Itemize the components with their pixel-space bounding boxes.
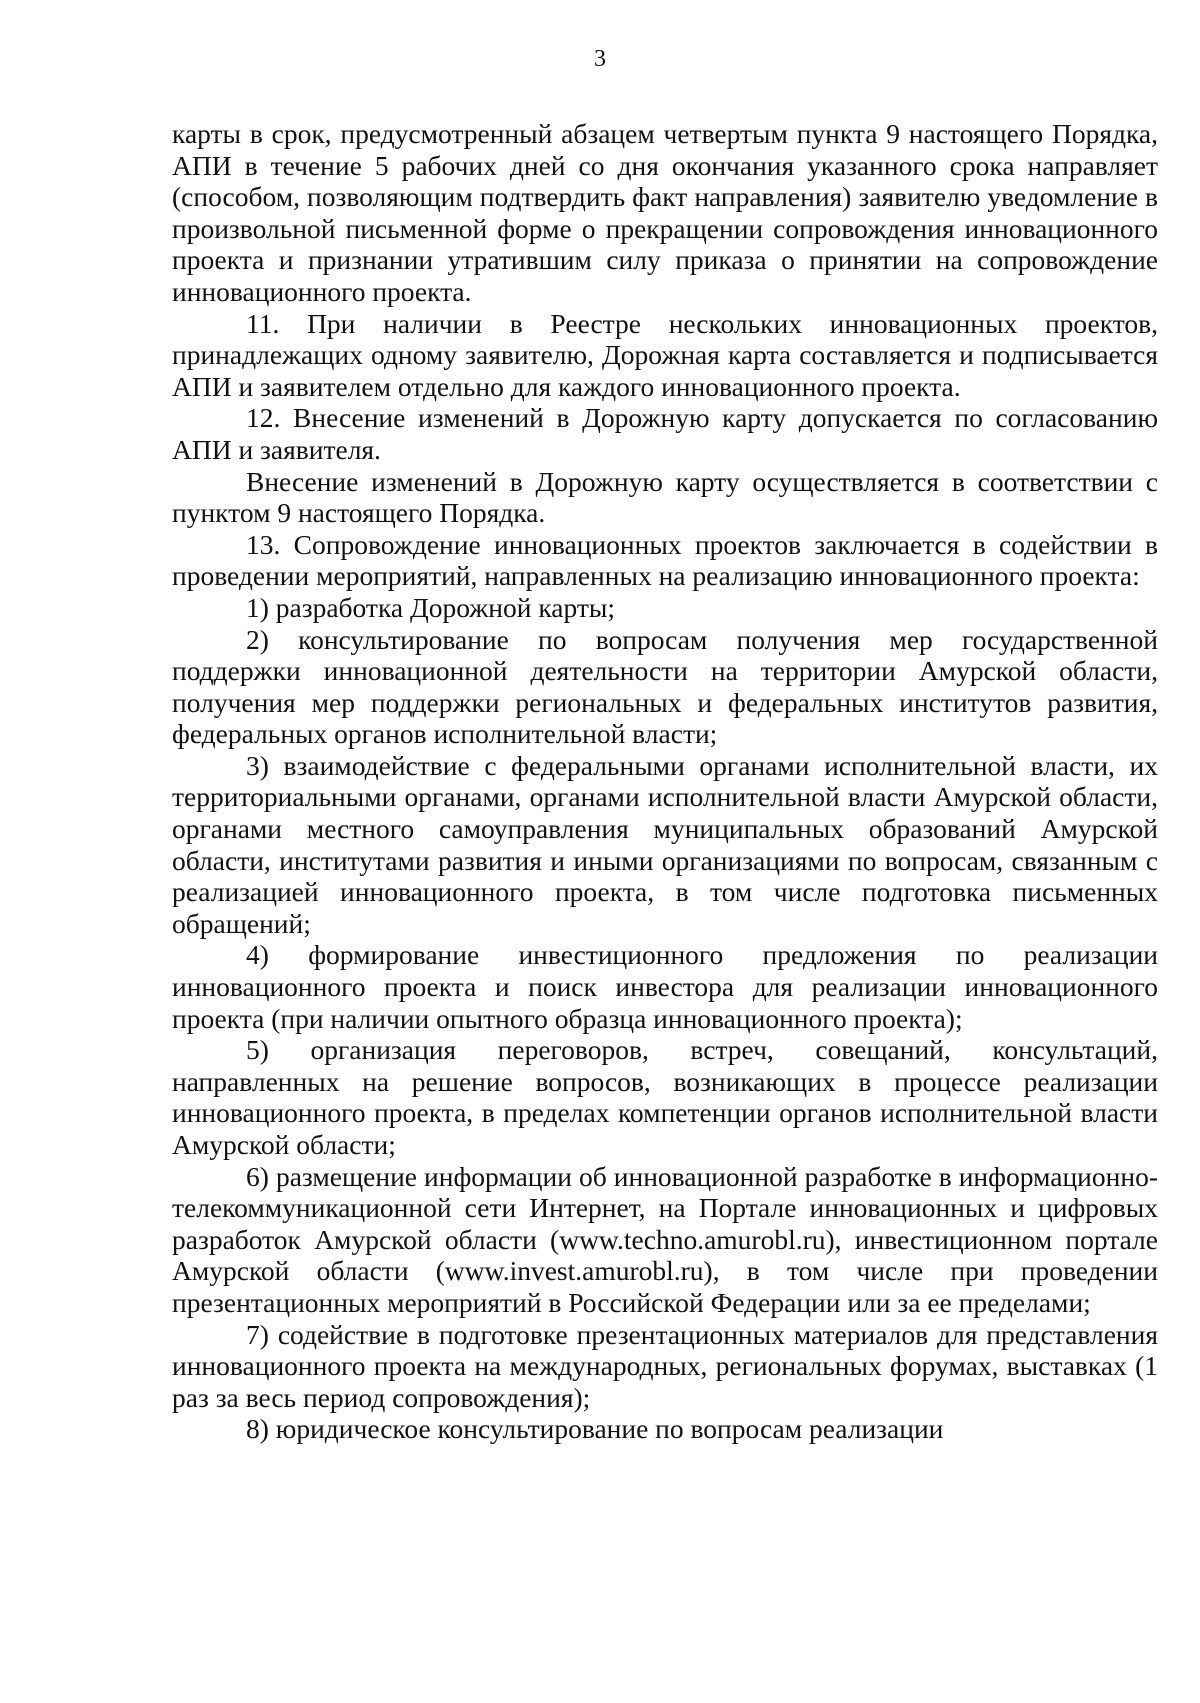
list-item-5: 5) организация переговоров, встреч, совещаний, консультаций, направленных на решение вопросов, возникающих в процессе реализации инновационного проекта, в пределах компетенции органов исполнительной власти Амурской области;	[172, 1034, 1158, 1160]
list-item-8: 8) юридическое консультирование по вопросам реализации	[246, 1413, 944, 1445]
paragraph-item-11: 11. При наличии в Реестре нескольких инновационных проектов, принадлежащих одному заявителю, Дорожная карта составляется и подписывается АПИ и заявителем отдельно для каждого инновационного проекта.	[172, 307, 1158, 402]
paragraph-item-12: 12. Внесение изменений в Дорожную карту допускается по согласованию АПИ и заявителя.	[172, 402, 1158, 465]
list-item-6: 6) размещение информации об инновационной разработке в информационно-телекоммуникационной сети Интернет, на Портале инновационных и цифровых разработок Амурской области (www.techno.amurobl.ru), инвестиционном портале Амурской области (www.invest.amurobl.ru), в том числе при проведении презентационных мероприятий в Российской Федерации или за ее пределами;	[172, 1160, 1158, 1318]
page-number: 3	[594, 46, 606, 72]
list-item-7: 7) содействие в подготовке презентационных материалов для представления инновационного проекта на международных, региональных форумах, выставках (1 раз за весь период сопровождения);	[172, 1318, 1158, 1413]
list-item-2: 2) консультирование по вопросам получения мер государственной поддержки инновационной деятельности на территории Амурской области, получения мер поддержки региональных и федеральных институтов развития, федеральных органов исполнительной власти;	[172, 623, 1158, 750]
document-body	[172, 118, 1158, 1445]
list-item-3: 3) взаимодействие с федеральными органами исполнительной власти, их территориальными органами, органами исполнительной власти Амурской области, органами местного самоуправления муниципальных образований Амурской области, институтами развития и иными организациями по вопросам, связанным с реализацией инновационного проекта, в том числе подготовка письменных обращений;	[172, 749, 1158, 939]
paragraph-item-12-continued: Внесение изменений в Дорожную карту осуществляется в соответствии с пунктом 9 настоящего Порядка.	[172, 465, 1158, 529]
list-item-4: 4) формирование инвестиционного предложения по реализации инновационного проекта и поиск инвестора для реализации инновационного проекта (при наличии опытного образца инновационного проекта);	[172, 939, 1158, 1034]
list-item-1: 1) разработка Дорожной карты;	[246, 591, 616, 623]
paragraph-item-13: 13. Сопровождение инновационных проектов заключается в содействии в проведении мероприятий, направленных на реализацию инновационного проекта:	[172, 528, 1158, 592]
paragraph-continuation: карты в срок, предусмотренный абзацем четвертым пункта 9 настоящего Порядка, АПИ в течение 5 рабочих дней со дня окончания указанного срока направляет (способом, позволяющим подтвердить факт направления) заявителю уведомление в произвольной письменной форме о прекращении сопровождения инновационного проекта и признании утратившим силу приказа о принятии на сопровождение инновационного проекта.	[172, 118, 1158, 307]
